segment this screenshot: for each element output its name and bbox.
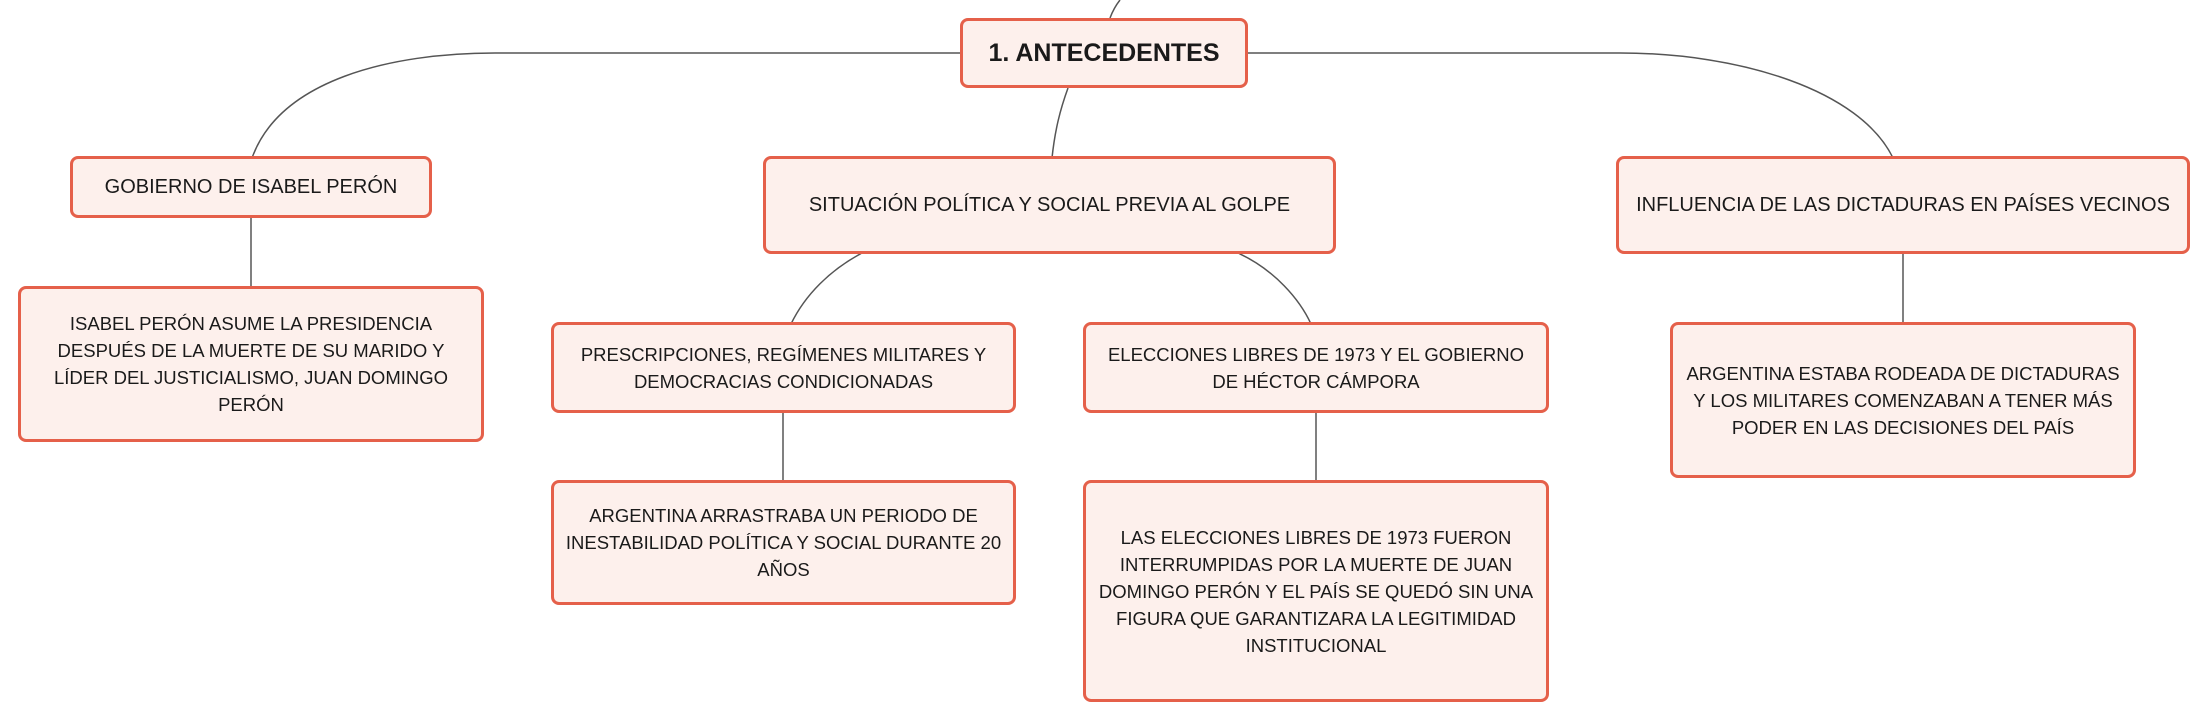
topic-node-situacion-label: SITUACIÓN POLÍTICA Y SOCIAL PREVIA AL GOLPE [808,193,1291,216]
topic-node-situacion[interactable] [763,156,1336,254]
connector-root-isabel [252,53,964,158]
detail-node-elecciones-text: LAS ELECCIONES LIBRES DE 1973 FUERON INTERRUMPIDAS POR LA MUERTE DE JUAN DOMINGO PERÓN Y EL PAÍS SE QUEDÓ SIN UNA FIGURA QUE GARANTIZARA LA LEGITIMIDAD INSTITUCIONAL [1098,526,1534,656]
detail-node-elecciones[interactable] [1083,480,1549,702]
subtopic-node-prescripciones[interactable] [551,322,1016,413]
detail-node-influencia[interactable] [1670,322,2136,478]
connector-situacion-elecciones [1238,253,1311,324]
connector-root-situacion [1052,88,1068,158]
detail-node-influencia-text: ARGENTINA ESTABA RODEADA DE DICTADURAS Y LOS MILITARES COMENZABAN A TENER MÁS PODER EN LAS DECISIONES DEL PAÍS [1686,362,2120,438]
detail-node-isabel[interactable] [18,286,484,442]
connector-root-influencia [1248,53,1893,158]
subtopic-node-elecciones[interactable] [1083,322,1549,413]
connector-situacion-prescripciones [791,253,862,324]
root-node-label: 1. ANTECEDENTES [988,38,1220,67]
detail-node-prescripciones[interactable] [551,480,1016,605]
topic-node-isabel[interactable] [70,156,432,218]
detail-node-prescripciones-text: ARGENTINA ARRASTRABA UN PERIODO DE INESTABILIDAD POLÍTICA Y SOCIAL DURANTE 20 AÑOS [565,505,1002,580]
subtopic-node-elecciones-label: ELECCIONES LIBRES DE 1973 Y EL GOBIERNO DE HÉCTOR CÁMPORA [1107,343,1525,392]
topic-node-influencia-label: INFLUENCIA DE LAS DICTADURAS EN PAÍSES VECINOS [1636,193,2170,216]
detail-node-isabel-text: ISABEL PERÓN ASUME LA PRESIDENCIA DESPUÉS DE LA MUERTE DE SU MARIDO Y LÍDER DEL JUSTICIALISMO, JUAN DOMINGO PERÓN [53,313,449,415]
root-node[interactable] [960,18,1248,88]
subtopic-node-prescripciones-label: PRESCRIPCIONES, REGÍMENES MILITARES Y DEMOCRACIAS CONDICIONADAS [580,343,987,392]
topic-node-influencia[interactable] [1616,156,2190,254]
topic-node-isabel-label: GOBIERNO DE ISABEL PERÓN [104,175,398,198]
connector-root-parent [1110,0,1120,18]
